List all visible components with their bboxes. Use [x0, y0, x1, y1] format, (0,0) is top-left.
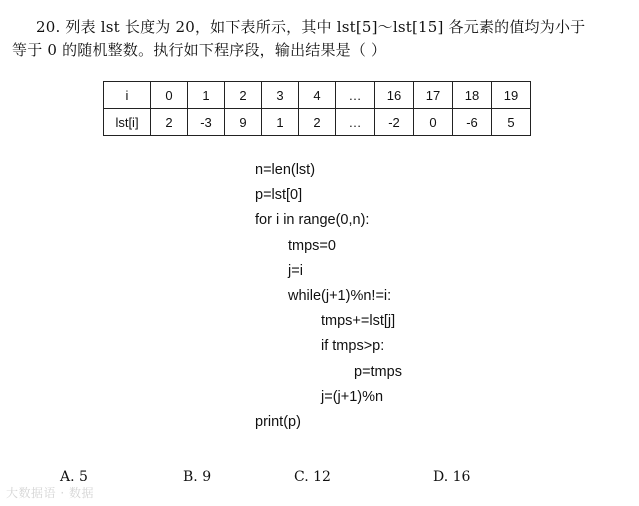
answer-options [0, 469, 639, 489]
table-cell: 2 [151, 109, 188, 136]
table-cell: i [104, 82, 151, 109]
option-b[interactable]: B. 9 [183, 469, 212, 485]
code-line: p=lst[0] [255, 187, 303, 204]
table-cell: … [336, 82, 375, 109]
table-cell: 0 [151, 82, 188, 109]
code-line: tmps=0 [288, 237, 336, 254]
table-cell: -2 [375, 109, 414, 136]
question-text [12, 16, 628, 62]
table-cell: 3 [262, 82, 299, 109]
code-line: if tmps>p: [321, 338, 385, 355]
table-cell: lst[i] [104, 109, 151, 136]
table-cell: 16 [375, 82, 414, 109]
table-cell: … [336, 109, 375, 136]
lst-table [103, 81, 531, 136]
question-line-1: 20. 列表 lst 长度为 20，如下表所示，其中 lst[5]～lst[15] 各元素的值均为小于 [36, 18, 586, 36]
table-cell: -3 [188, 109, 225, 136]
code-line: j=(j+1)%n [321, 388, 384, 405]
table-cell: 0 [414, 109, 453, 136]
table-cell: 9 [225, 109, 262, 136]
table-cell: 2 [225, 82, 262, 109]
table-cell: 4 [299, 82, 336, 109]
table-cell: 5 [492, 109, 531, 136]
table-cell: 17 [414, 82, 453, 109]
code-line: j=i [288, 262, 303, 279]
table-row-index [104, 82, 531, 109]
option-c[interactable]: C. 12 [294, 469, 331, 485]
option-a[interactable]: A. 5 [60, 469, 88, 485]
table-cell: 19 [492, 82, 531, 109]
code-line: p=tmps [354, 363, 402, 380]
table-cell: -6 [453, 109, 492, 136]
table-cell: 1 [262, 109, 299, 136]
table-cell: 18 [453, 82, 492, 109]
code-block [255, 158, 402, 435]
table-cell: 2 [299, 109, 336, 136]
code-line: tmps+=lst[j] [321, 313, 396, 330]
table-cell: 1 [188, 82, 225, 109]
code-line: n=len(lst) [255, 162, 316, 178]
table-row-values [104, 109, 531, 136]
code-line: for i in range(0,n): [255, 212, 370, 229]
code-line: print(p) [255, 413, 301, 430]
code-line: while(j+1)%n!=i: [288, 287, 392, 304]
watermark: 大数据语 · 数据 [6, 486, 94, 500]
question-line-2: 等于 0 的随机整数。执行如下程序段，输出结果是（ ） [12, 41, 387, 59]
option-d[interactable]: D. 16 [433, 469, 471, 485]
